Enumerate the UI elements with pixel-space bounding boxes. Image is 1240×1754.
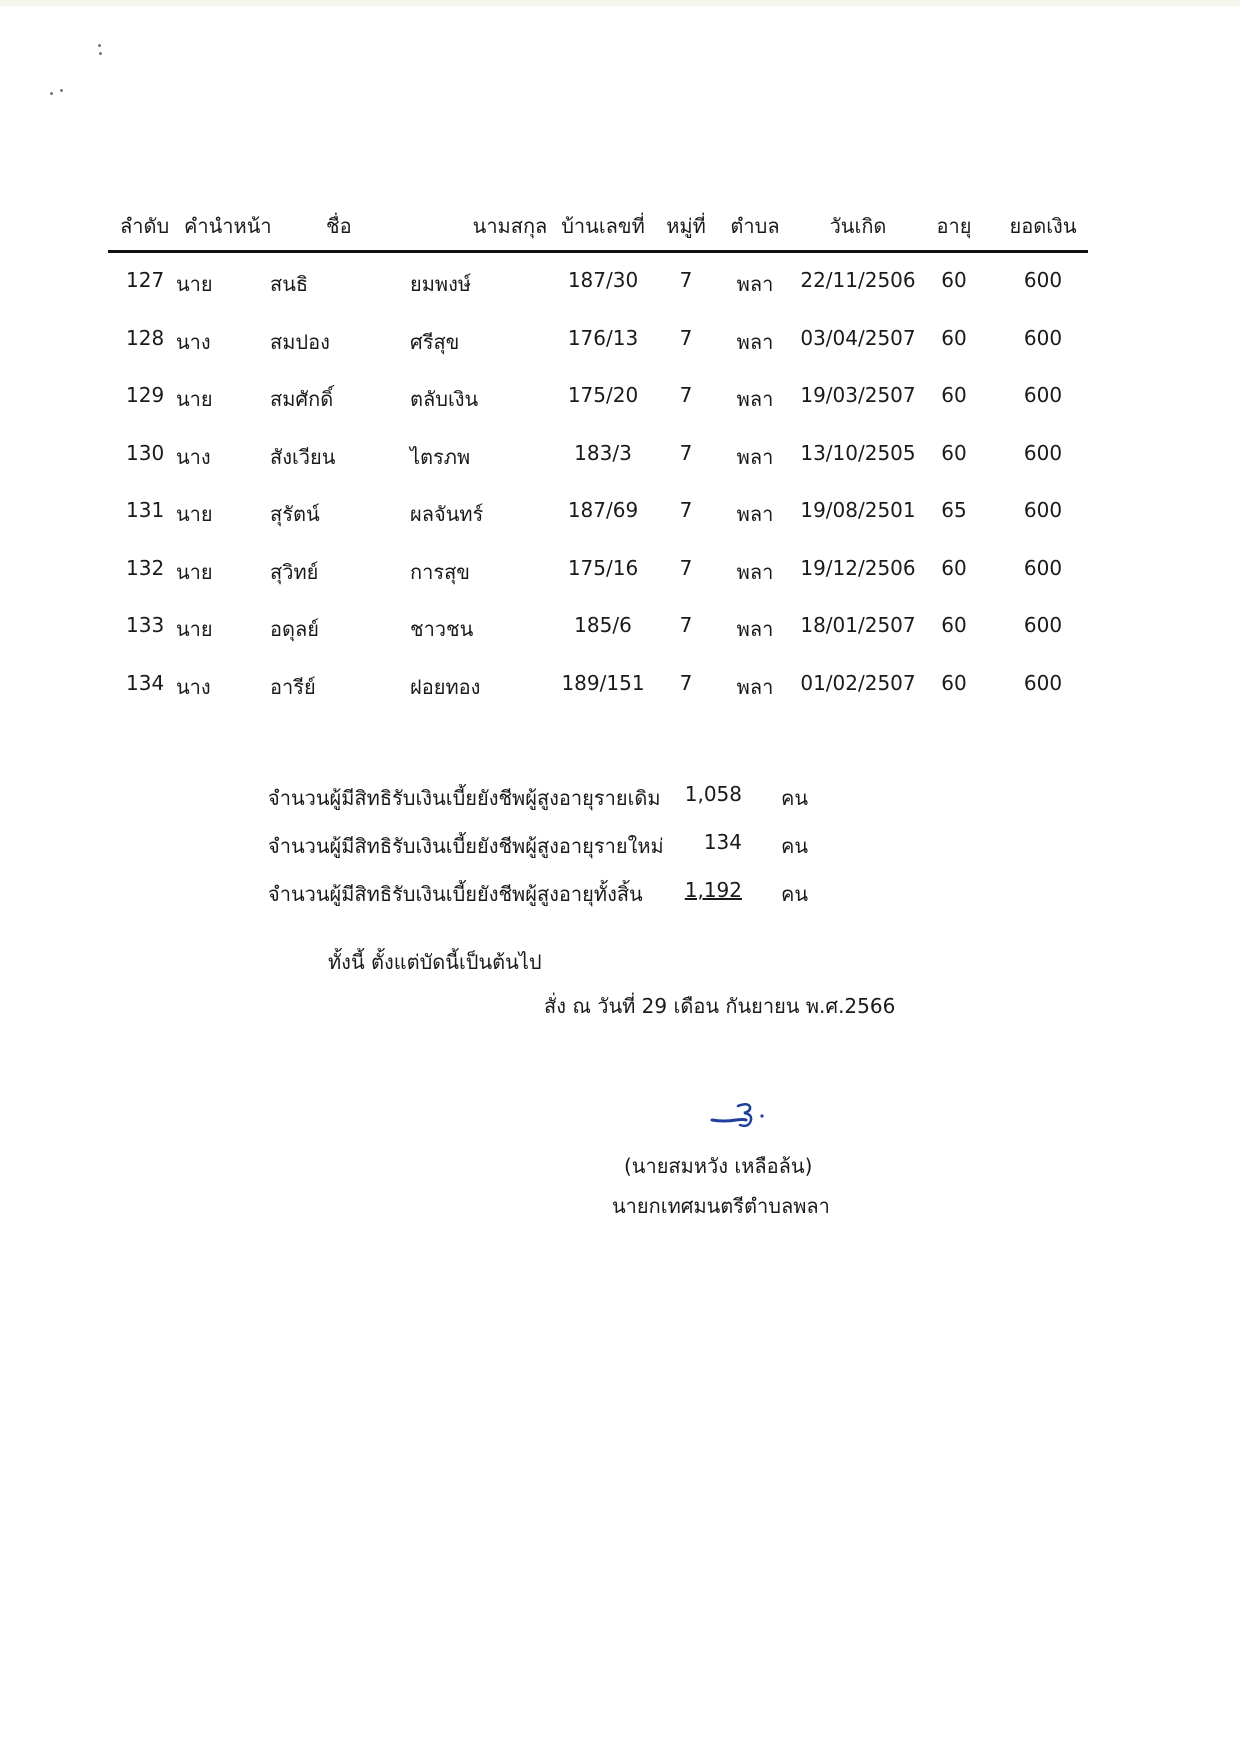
cell-first-name: อดุลย์: [270, 617, 319, 641]
summary-new: [268, 830, 828, 878]
cell-birth-date: 19/12/2506: [800, 555, 916, 580]
cell-last-name: ผลจันทร์: [410, 502, 484, 526]
header-first-name: ชื่อ: [326, 214, 352, 238]
cell-last-name: ไตรภพ: [410, 444, 471, 469]
cell-birth-date: 01/02/2507: [800, 670, 916, 695]
cell-first-name: สมศักดิ์: [270, 387, 334, 411]
header-house-no: บ้านเลขที่: [561, 214, 645, 238]
cell-title: นาง: [176, 444, 211, 469]
signer-name: (นายสมหวัง เหลือล้น): [624, 1154, 813, 1178]
header-rule: [108, 250, 1088, 253]
cell-subdistrict: พลา: [736, 272, 774, 296]
cell-amount: 600: [1023, 670, 1063, 695]
scan-speck: [99, 52, 102, 55]
summary-block: [268, 782, 828, 926]
cell-no: 132: [126, 555, 165, 580]
cell-moo: 7: [679, 613, 693, 637]
effective-text: ทั้งนี้ ตั้งแต่บัดนี้เป็นต้นไป: [328, 950, 542, 974]
cell-birth-date: 13/10/2505: [800, 440, 916, 465]
summary-total-label: จำนวนผู้มีสิทธิรับเงินเบี้ยยังชีพผู้สูงอายุทั้งสิ้น: [268, 882, 643, 906]
cell-title: นาง: [176, 329, 211, 354]
cell-subdistrict: พลา: [736, 674, 774, 699]
cell-last-name: ตลับเงิน: [410, 387, 479, 411]
cell-no: 131: [126, 498, 165, 522]
cell-birth-date: 22/11/2506: [800, 268, 916, 292]
table-row: [108, 613, 1088, 671]
header-moo: หมู่ที่: [666, 214, 706, 238]
cell-subdistrict: พลา: [736, 502, 774, 526]
cell-first-name: สังเวียน: [270, 444, 336, 469]
header-last-name: นามสกุล: [472, 214, 548, 238]
cell-moo: 7: [679, 440, 693, 465]
cell-first-name: สุรัตน์: [270, 502, 320, 526]
table-header: [108, 210, 1088, 250]
cell-house-no: 189/151: [561, 670, 645, 695]
cell-house-no: 183/3: [574, 440, 632, 465]
cell-amount: 600: [1023, 498, 1063, 522]
scan-speck: [98, 44, 101, 47]
header-amount: ยอดเงิน: [1009, 214, 1077, 238]
cell-no: 130: [126, 440, 165, 465]
signer-position: นายกเทศมนตรีตำบลพลา: [612, 1194, 830, 1218]
cell-first-name: สมปอง: [270, 329, 330, 354]
cell-moo: 7: [679, 383, 693, 407]
summary-total-value: 1,192: [684, 878, 742, 902]
cell-title: นาย: [176, 559, 213, 584]
cell-subdistrict: พลา: [736, 329, 774, 354]
cell-moo: 7: [679, 325, 693, 350]
order-date: สั่ง ณ วันที่ 29 เดือน กันยายน พ.ศ.2566: [544, 994, 896, 1018]
scan-speck: [50, 92, 53, 95]
cell-age: 60: [941, 613, 967, 637]
cell-subdistrict: พลา: [736, 559, 774, 584]
cell-no: 127: [126, 268, 165, 292]
cell-subdistrict: พลา: [736, 387, 774, 411]
cell-amount: 600: [1023, 268, 1063, 292]
cell-age: 65: [941, 498, 967, 522]
summary-total-unit: คน: [780, 882, 808, 906]
cell-house-no: 175/20: [567, 383, 639, 407]
cell-age: 60: [941, 670, 967, 695]
table-row: [108, 326, 1088, 384]
scan-speck: [60, 89, 63, 92]
summary-existing-value: 1,058: [684, 782, 742, 806]
cell-house-no: 176/13: [567, 325, 639, 350]
table-row: [108, 268, 1088, 326]
summary-new-value: 134: [703, 830, 742, 854]
table-body: [108, 268, 1088, 728]
cell-moo: 7: [679, 268, 693, 292]
cell-no: 129: [126, 383, 165, 407]
cell-amount: 600: [1023, 325, 1063, 350]
cell-first-name: อารีย์: [270, 674, 316, 699]
cell-moo: 7: [679, 670, 693, 695]
cell-title: นาง: [176, 674, 211, 699]
cell-house-no: 187/30: [567, 268, 639, 292]
cell-last-name: การสุข: [410, 559, 470, 584]
cell-birth-date: 03/04/2507: [800, 325, 916, 350]
cell-subdistrict: พลา: [736, 444, 774, 469]
cell-title: นาย: [176, 502, 213, 526]
cell-amount: 600: [1023, 383, 1063, 407]
signature-image: [710, 1098, 770, 1132]
cell-birth-date: 19/03/2507: [800, 383, 916, 407]
cell-no: 134: [126, 670, 165, 695]
table-row: [108, 441, 1088, 499]
cell-moo: 7: [679, 498, 693, 522]
table-row: [108, 383, 1088, 441]
summary-existing-unit: คน: [780, 786, 808, 810]
cell-title: นาย: [176, 387, 213, 411]
cell-title: นาย: [176, 617, 213, 641]
cell-last-name: ศรีสุข: [410, 329, 460, 354]
cell-title: นาย: [176, 272, 213, 296]
cell-house-no: 185/6: [574, 613, 632, 637]
cell-moo: 7: [679, 555, 693, 580]
cell-amount: 600: [1023, 555, 1063, 580]
header-title: คำนำหน้า: [184, 214, 272, 238]
scan-edge: [0, 0, 1240, 6]
header-subdistrict: ตำบล: [730, 214, 780, 238]
cell-house-no: 175/16: [567, 555, 639, 580]
table-row: [108, 498, 1088, 556]
summary-existing: [268, 782, 828, 830]
cell-amount: 600: [1023, 440, 1063, 465]
cell-subdistrict: พลา: [736, 617, 774, 641]
cell-first-name: สนธิ: [270, 272, 309, 296]
cell-age: 60: [941, 440, 967, 465]
cell-age: 60: [941, 325, 967, 350]
cell-birth-date: 18/01/2507: [800, 613, 916, 637]
header-age: อายุ: [936, 214, 972, 238]
cell-age: 60: [941, 268, 967, 292]
cell-house-no: 187/69: [567, 498, 639, 522]
beneficiary-table: [108, 210, 1088, 699]
summary-new-label: จำนวนผู้มีสิทธิรับเงินเบี้ยยังชีพผู้สูงอายุรายใหม่: [268, 834, 664, 858]
cell-age: 60: [941, 383, 967, 407]
cell-last-name: ชาวชน: [410, 617, 474, 641]
summary-existing-label: จำนวนผู้มีสิทธิรับเงินเบี้ยยังชีพผู้สูงอายุรายเดิม: [268, 786, 661, 810]
summary-total: [268, 878, 828, 926]
cell-last-name: ยมพงษ์: [410, 272, 472, 296]
header-no: ลำดับ: [120, 214, 170, 238]
header-birth-date: วันเกิด: [829, 214, 887, 238]
summary-new-unit: คน: [780, 834, 808, 858]
cell-age: 60: [941, 555, 967, 580]
table-row: [108, 671, 1088, 729]
cell-no: 133: [126, 613, 165, 637]
cell-amount: 600: [1023, 613, 1063, 637]
cell-no: 128: [126, 325, 165, 350]
table-row: [108, 556, 1088, 614]
cell-first-name: สุวิทย์: [270, 559, 319, 584]
cell-birth-date: 19/08/2501: [800, 498, 916, 522]
cell-last-name: ฝอยทอง: [410, 674, 481, 699]
